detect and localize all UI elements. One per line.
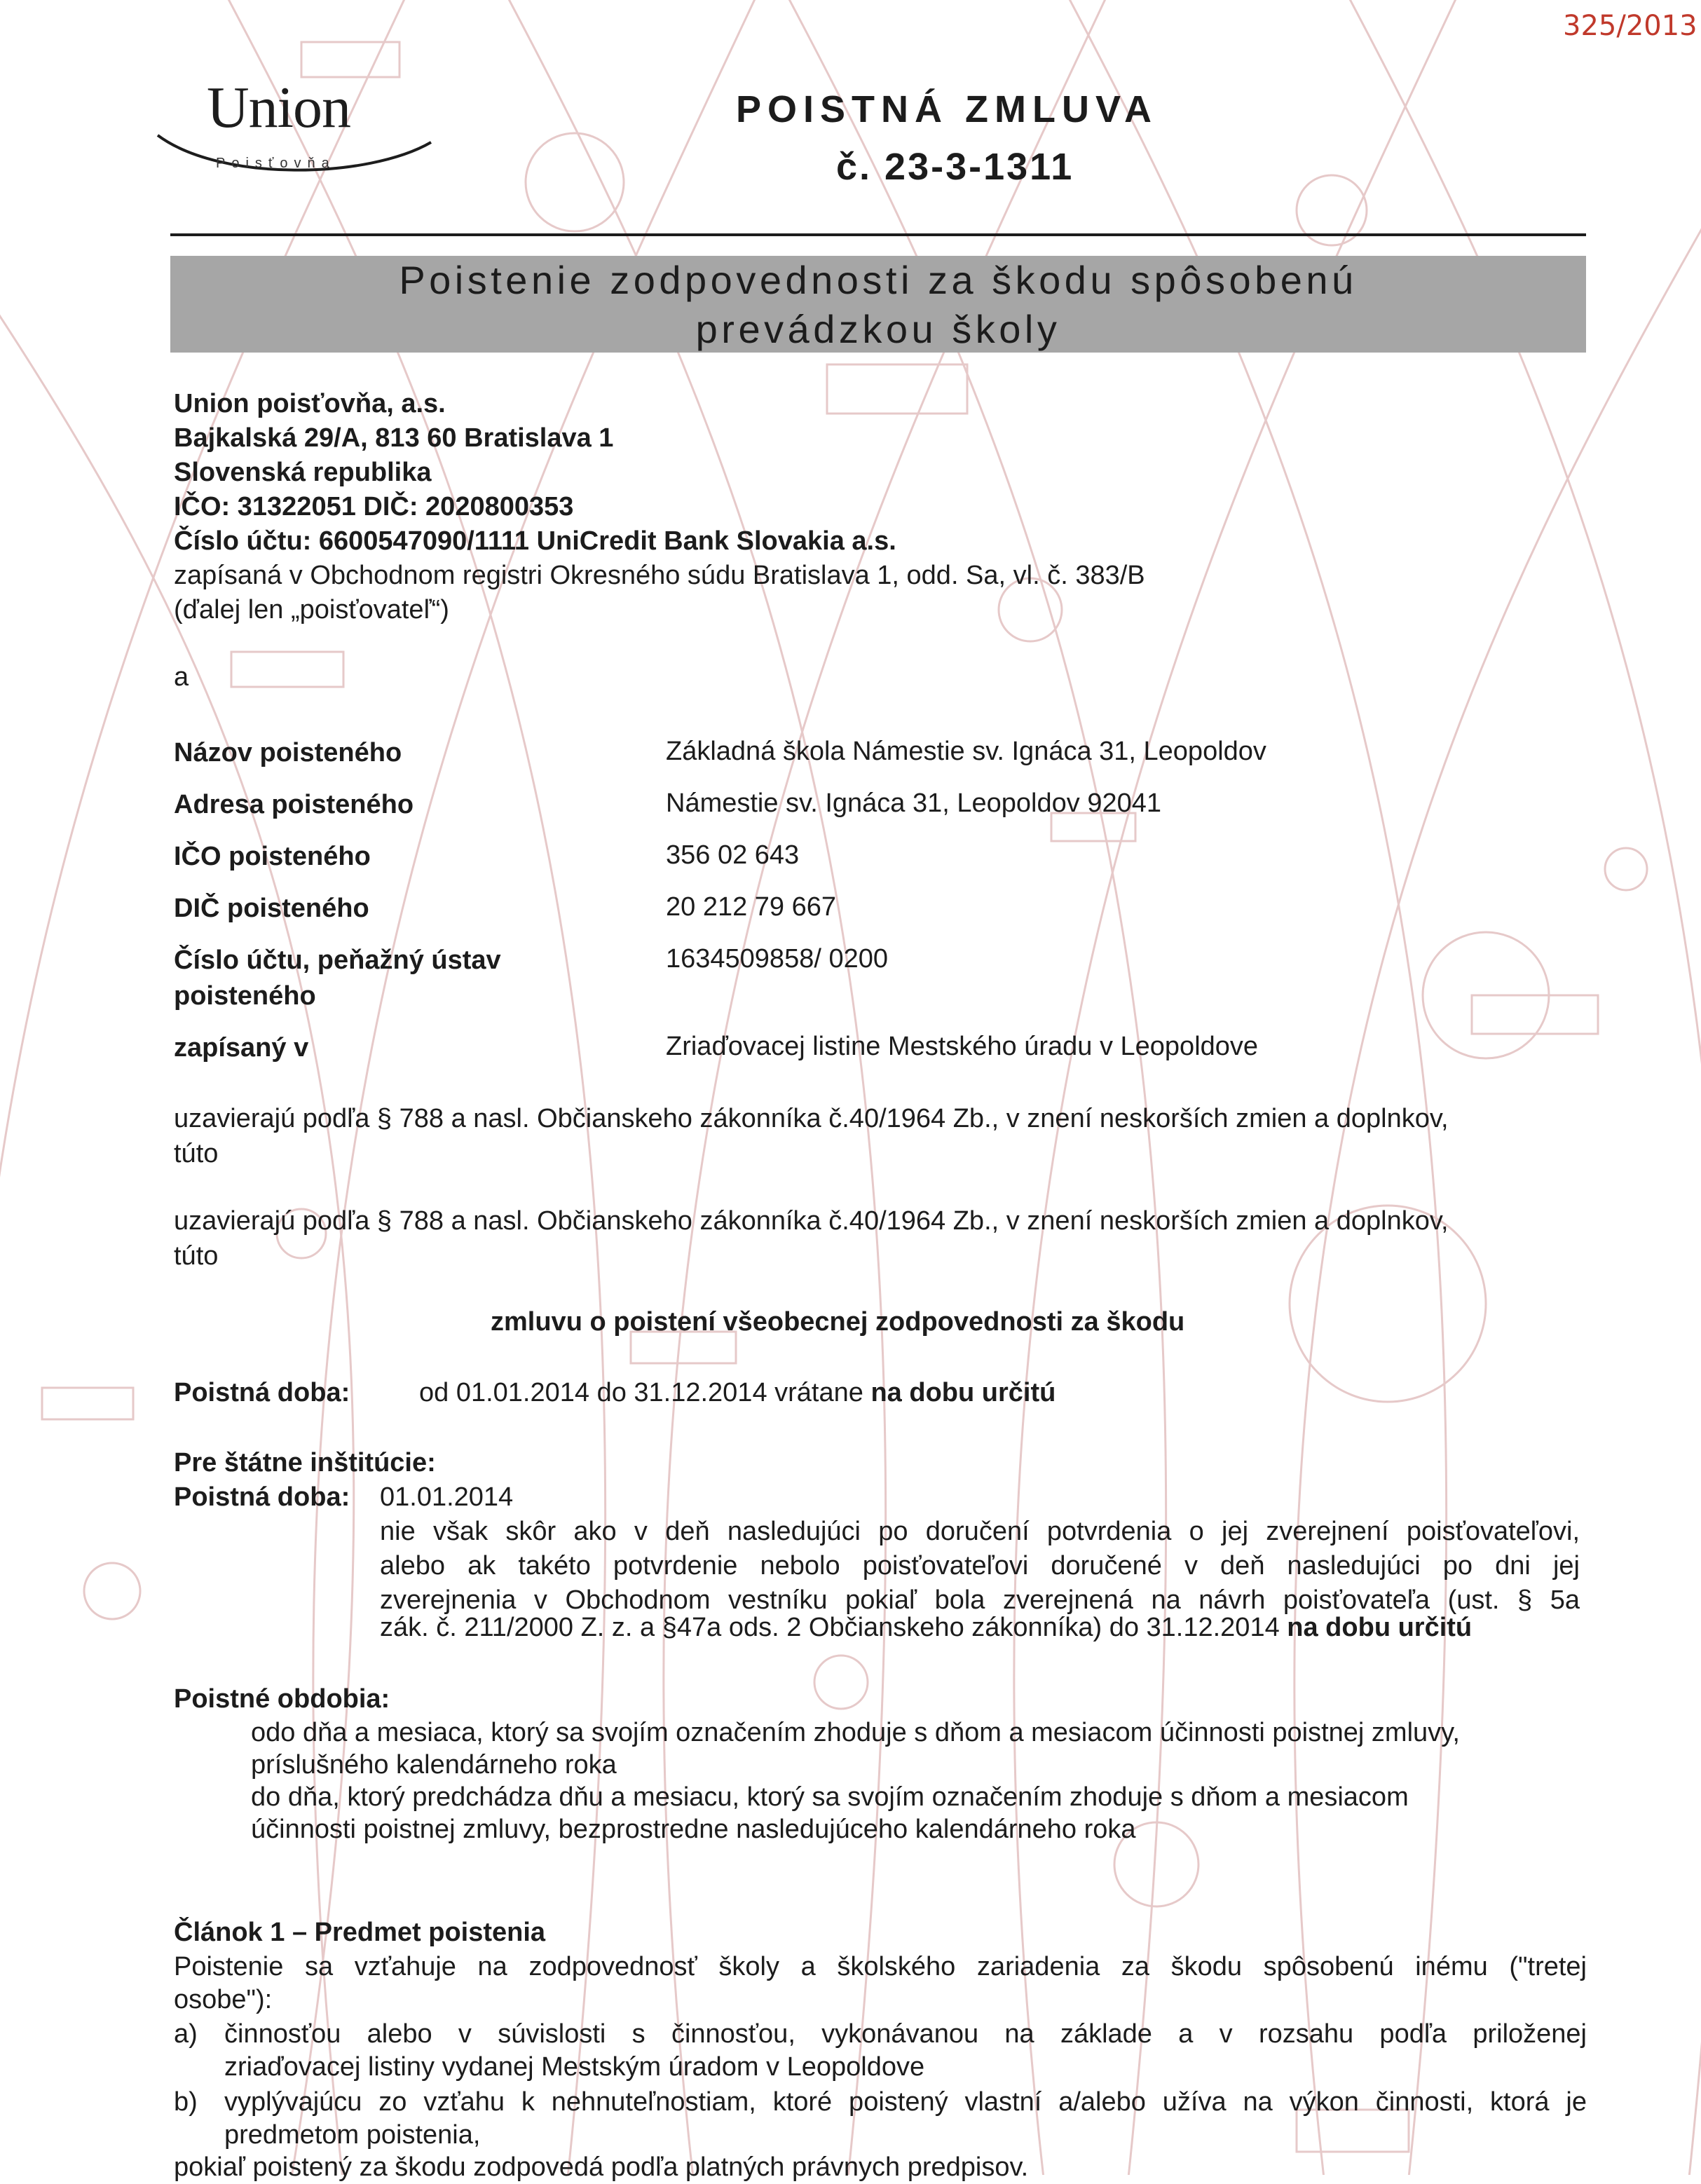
period-dates: od 01.01.2014 do 31.12.2014 vrátane: [419, 1378, 863, 1407]
insured-account-label: Číslo účtu, peňažný ústav: [174, 946, 501, 975]
insured-ico-label: IČO poisteného: [174, 842, 371, 871]
contract-subject-title: zmluvu o poistení všeobecnej zodpovednosti za škodu: [491, 1307, 1185, 1337]
insurer-address: Bajkalská 29/A, 813 60 Bratislava 1: [174, 423, 614, 453]
insurance-type-line2: prevádzkou školy: [695, 307, 1061, 351]
state-heading: Pre štátne inštitúcie:: [174, 1448, 436, 1477]
logo-wordmark: Union: [207, 75, 350, 140]
insurance-type-band: [170, 256, 1586, 353]
insurer-account: Číslo účtu: 6600547090/1111 UniCredit Bank Slovakia a.s.: [174, 526, 896, 556]
state-period-line2: alebo ak takéto potvrdenie nebolo poisťovateľovi doručené v deň nasledujúci po dni jej: [380, 1551, 1580, 1581]
state-period-line4: [380, 1611, 1472, 1644]
insured-account-value: 1634509858/ 0200: [666, 944, 888, 974]
periods-line4: účinnosti poistnej zmluvy, bezprostredne nasledujúceho kalendárneho roka: [251, 1815, 1136, 1844]
insurer-ids: IČO: 31322051 DIČ: 2020800353: [174, 492, 574, 521]
conclude-clause-line1: uzavierajú podľa § 788 a nasl. Občianskeho zákonníka č.40/1964 Zb., v znení neskorších zmien a doplnkov,: [174, 1104, 1449, 1133]
article1-item-a-line2: zriaďovacej listiny vydanej Mestským úradom v Leopoldove: [224, 2052, 925, 2082]
periods-line3: do dňa, ktorý predchádza dňu a mesiacu, ktorý sa svojím označením zhoduje s dňom a mesiacom: [251, 1782, 1409, 1812]
insured-address-label: Adresa poisteného: [174, 790, 414, 819]
article1-item-b-line2: predmetom poistenia,: [224, 2120, 481, 2150]
article1-heading: Článok 1 – Predmet poistenia: [174, 1918, 546, 1947]
insured-dic-value: 20 212 79 667: [666, 892, 837, 922]
article1-intro-line1: Poistenie sa vzťahuje na zodpovednosť školy a školského zariadenia za škodu spôsobenú inému ("tretej: [174, 1952, 1587, 1981]
article1-item-a-line1: činnosťou alebo v súvislosti s činnosťou, vykonávanou na základe a v rozsahu podľa priloženej: [224, 2019, 1587, 2049]
article1-closing: pokiaľ poistený za škodu zodpovedá podľa platných právnych predpisov.: [174, 2152, 1029, 2182]
header-rule: [170, 233, 1586, 236]
document-title: POISTNÁ ZMLUVA: [736, 88, 1158, 130]
periods-line1: odo dňa a mesiaca, ktorý sa svojím označením zhoduje s dňom a mesiacom účinnosti poistnej zmluvy,: [251, 1718, 1460, 1747]
insurer-registry: zapísaná v Obchodnom registri Okresného súdu Bratislava 1, odd. Sa, vl. č. 383/B: [174, 561, 1145, 590]
insurance-type-line1: Poistenie zodpovednosti za škodu spôsobenú: [399, 258, 1358, 302]
insured-address-value: Námestie sv. Ignáca 31, Leopoldov 92041: [666, 789, 1161, 818]
conclude-clause-line2: túto: [174, 1139, 219, 1168]
insured-name-label: Názov poisteného: [174, 738, 402, 767]
insured-registered-value: Zriaďovacej listine Mestského úradu v Leopoldove: [666, 1032, 1259, 1061]
article1-item-a-marker: a): [174, 2019, 198, 2049]
contract-number: č. 23-3-1311: [836, 146, 1074, 188]
insured-name-value: Základná škola Námestie sv. Ignáca 31, Leopoldov: [666, 737, 1266, 766]
state-period-type: na dobu určitú: [1287, 1613, 1473, 1642]
periods-line2: príslušného kalendárneho roka: [251, 1750, 617, 1780]
handwritten-register-number: 325/2013: [1563, 10, 1697, 42]
insured-dic-label: DIČ poisteného: [174, 894, 369, 923]
period-value: [419, 1376, 1056, 1410]
conclude-clause-repeat-line1: uzavierajú podľa § 788 a nasl. Občianskeho zákonníka č.40/1964 Zb., v znení neskorších zmien a doplnkov,: [174, 1206, 1449, 1236]
conclude-clause-repeat-line2: túto: [174, 1241, 219, 1271]
insurer-country: Slovenská republika: [174, 458, 432, 487]
state-period-line3: zverejnenia v Obchodnom vestníku pokiaľ bola zverejnená na návrh poisťovateľa (ust. § 5a: [380, 1585, 1580, 1615]
article1-item-b-line1: vyplývajúcu zo vzťahu k nehnuteľnostiam, ktoré poistený vlastní a/alebo užíva na výkon činnosti, ktorá je: [224, 2087, 1587, 2117]
state-period-end: zák. č. 211/2000 Z. z. a §47a ods. 2 Občianskeho zákonníka) do 31.12.2014: [380, 1613, 1280, 1642]
conjunction: a: [174, 662, 189, 692]
state-period-date: 01.01.2014: [380, 1482, 514, 1512]
insured-registered-label: zapísaný v: [174, 1033, 309, 1063]
period-type: na dobu určitú: [870, 1378, 1056, 1407]
company-logo: [137, 74, 445, 186]
periods-heading: Poistné obdobia:: [174, 1684, 390, 1714]
state-period-label: Poistná doba:: [174, 1482, 350, 1512]
insurer-name: Union poisťovňa, a.s.: [174, 389, 446, 418]
insured-account-label-cont: poisteného: [174, 981, 316, 1011]
article1-item-b-marker: b): [174, 2087, 198, 2117]
article1-intro-line2: osobe"):: [174, 1985, 273, 2014]
period-label: Poistná doba:: [174, 1378, 350, 1407]
logo-subtitle: Poisťovňa: [216, 156, 336, 171]
insured-ico-value: 356 02 643: [666, 840, 800, 870]
insurer-alias: (ďalej len „poisťovateľ“): [174, 595, 449, 625]
state-period-line1: nie však skôr ako v deň nasledujúci po doručení potvrdenia o jej zverejnení poisťovateľovi,: [380, 1517, 1580, 1546]
